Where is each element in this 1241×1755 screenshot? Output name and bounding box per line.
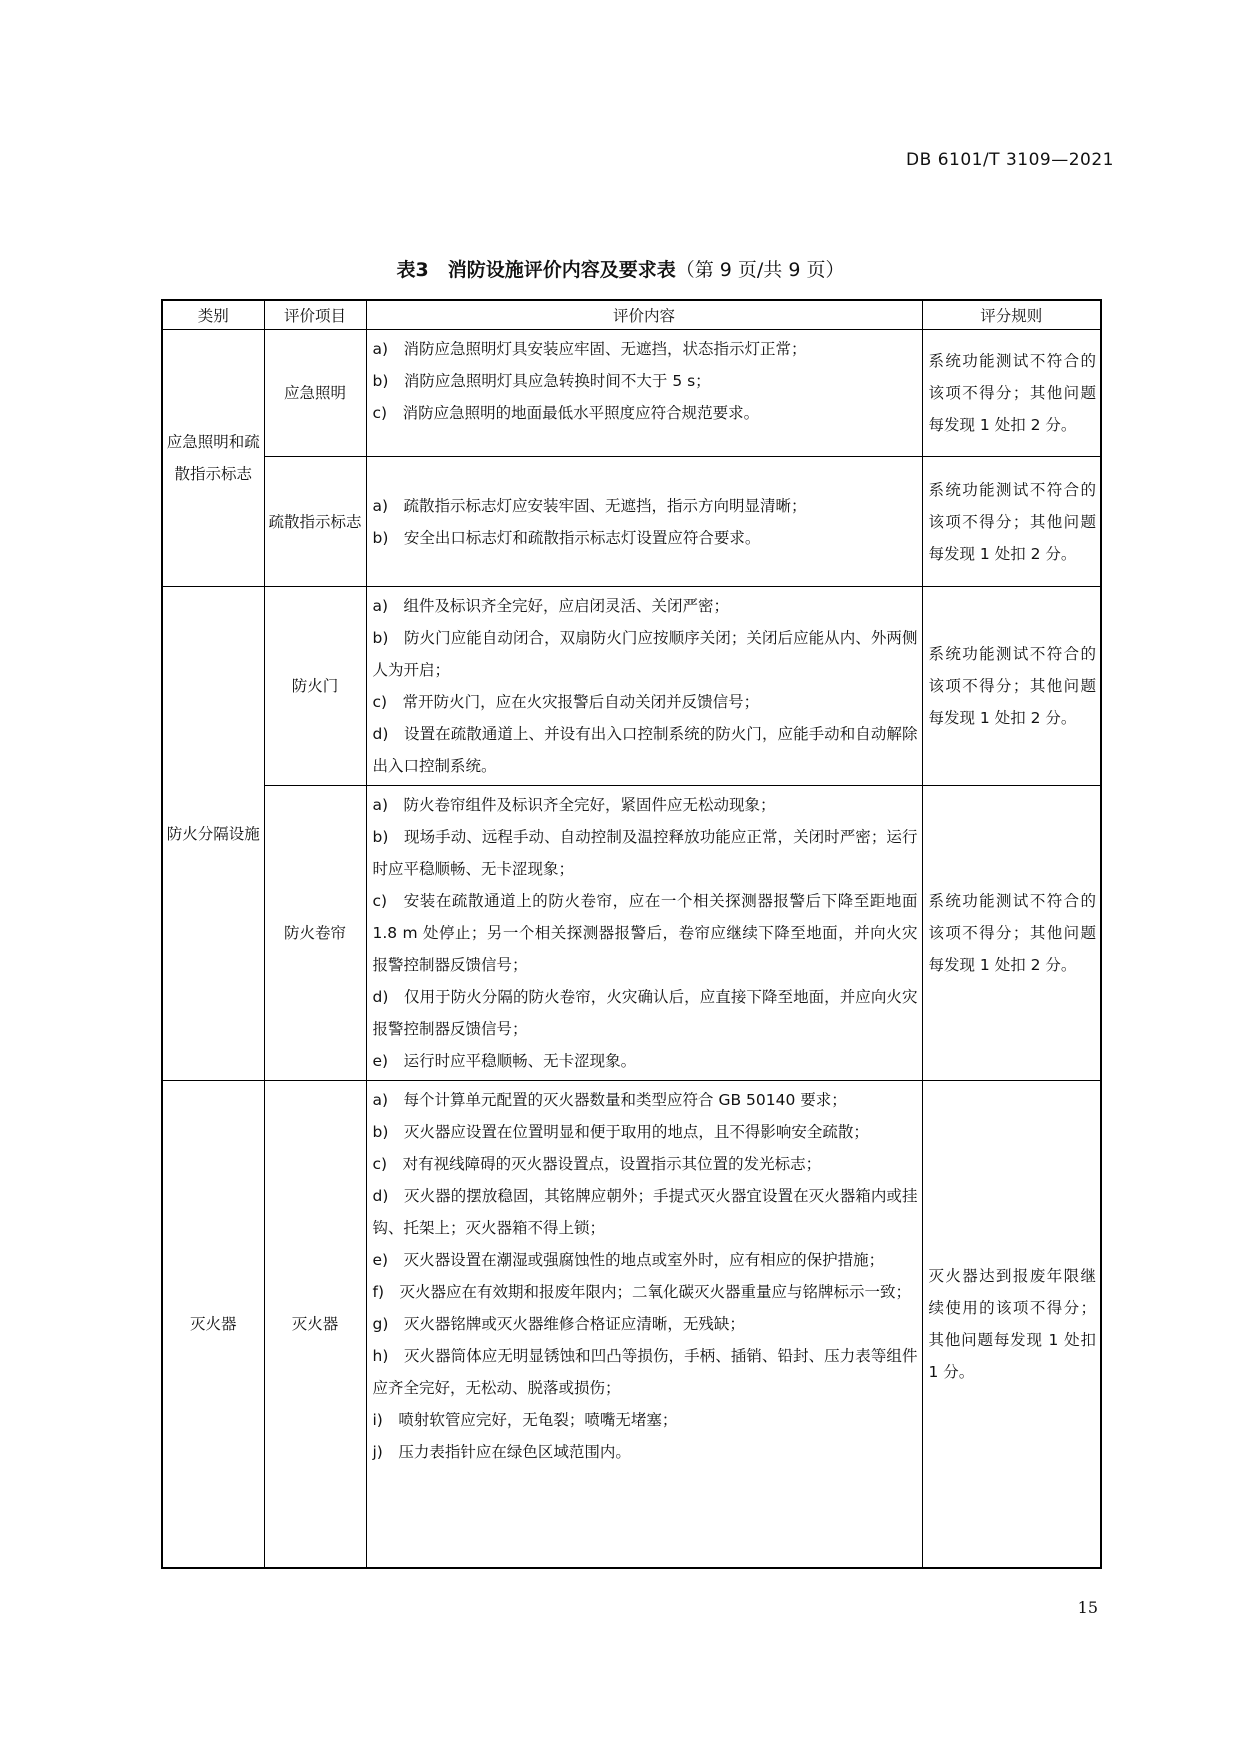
category-cell: 防火分隔设施 bbox=[162, 587, 264, 1081]
item-cell: 应急照明 bbox=[264, 330, 366, 457]
content-line: g) 灭火器铭牌或灭火器维修合格证应清晰，无残缺； bbox=[372, 1315, 745, 1333]
content-line: j) 压力表指针应在绿色区域范围内。 bbox=[372, 1443, 631, 1461]
content-line: b) 灭火器应设置在位置明显和便于取用的地点，且不得影响安全疏散； bbox=[372, 1123, 869, 1141]
category-cell: 应急照明和疏散指示标志 bbox=[162, 330, 264, 587]
content-line: a) 每个计算单元配置的灭火器数量和类型应符合 GB 50140 要求； bbox=[372, 1091, 847, 1109]
content-line: a) 消防应急照明灯具安装应牢固、无遮挡，状态指示灯正常； bbox=[372, 340, 807, 358]
content-line: f) 灭火器应在有效期和报废年限内；二氧化碳灭火器重量应与铭牌标示一致； bbox=[372, 1283, 912, 1301]
content-line: c) 常开防火门，应在火灾报警后自动关闭并反馈信号； bbox=[372, 693, 760, 711]
table-row bbox=[162, 1081, 1101, 1568]
content-line: a) 组件及标识齐全完好，应启闭灵活、关闭严密； bbox=[372, 597, 730, 615]
rule-cell: 系统功能测试不符合的该项不得分；其他问题每发现 1 处扣 2 分。 bbox=[922, 330, 1101, 457]
content-cell bbox=[366, 457, 922, 587]
content-line: c) 对有视线障碍的灭火器设置点，设置指示其位置的发光标志； bbox=[372, 1155, 822, 1173]
content-line: i) 喷射软管应完好，无龟裂；喷嘴无堵塞； bbox=[372, 1411, 678, 1429]
content-line: d) 设置在疏散通道上、并设有出入口控制系统的防火门，应能手动和自动解除出入口控制系统。 bbox=[372, 725, 918, 775]
category-cell: 灭火器 bbox=[162, 1081, 264, 1568]
content-line: c) 安装在疏散通道上的防火卷帘，应在一个相关探测器报警后下降至距地面 1.8 m 处停止；另一个相关探测器报警后，卷帘应继续下降至地面，并向火灾报警控制器反馈信号； bbox=[372, 892, 918, 974]
table-row bbox=[162, 786, 1101, 1081]
rule-cell: 系统功能测试不符合的该项不得分；其他问题每发现 1 处扣 2 分。 bbox=[922, 457, 1101, 587]
column-header-category: 类别 bbox=[162, 300, 264, 330]
item-cell: 灭火器 bbox=[264, 1081, 366, 1568]
content-line: h) 灭火器筒体应无明显锈蚀和凹凸等损伤，手柄、插销、铅封、压力表等组件应齐全完好，无松动、脱落或损伤； bbox=[372, 1347, 918, 1397]
content-line: b) 安全出口标志灯和疏散指示标志灯设置应符合要求。 bbox=[372, 528, 761, 547]
table-row bbox=[162, 457, 1101, 587]
item-cell: 防火门 bbox=[264, 587, 366, 786]
content-line: b) 防火门应能自动闭合，双扇防火门应按顺序关闭；关闭后应能从内、外两侧人为开启； bbox=[372, 629, 918, 679]
content-line: e) 灭火器设置在潮湿或强腐蚀性的地点或室外时，应有相应的保护措施； bbox=[372, 1251, 885, 1269]
column-header-item: 评价项目 bbox=[264, 300, 366, 330]
content-cell bbox=[366, 1081, 922, 1568]
evaluation-table bbox=[161, 299, 1102, 1569]
column-header-content: 评价内容 bbox=[366, 300, 922, 330]
content-line: a) 防火卷帘组件及标识齐全完好，紧固件应无松动现象； bbox=[372, 796, 776, 814]
table-page-note: （第 9 页/共 9 页） bbox=[675, 259, 845, 281]
content-line: e) 运行时应平稳顺畅、无卡涩现象。 bbox=[372, 1052, 637, 1070]
page-number: 15 bbox=[1077, 1598, 1098, 1617]
item-cell: 疏散指示标志 bbox=[264, 457, 366, 587]
table-row bbox=[162, 587, 1101, 786]
table-header-row bbox=[162, 300, 1101, 330]
content-line: b) 现场手动、远程手动、自动控制及温控释放功能应正常，关闭时严密；运行时应平稳顺畅、无卡涩现象； bbox=[372, 828, 918, 878]
item-cell: 防火卷帘 bbox=[264, 786, 366, 1081]
column-header-rule: 评分规则 bbox=[922, 300, 1101, 330]
content-line: d) 仅用于防火分隔的防火卷帘，火灾确认后，应直接下降至地面，并应向火灾报警控制器反馈信号； bbox=[372, 988, 918, 1038]
table-row bbox=[162, 330, 1101, 457]
table-title bbox=[0, 255, 1241, 282]
content-line: b) 消防应急照明灯具应急转换时间不大于 5 s； bbox=[372, 372, 711, 390]
standard-code: DB 6101/T 3109—2021 bbox=[906, 150, 1114, 170]
content-line: a) 疏散指示标志灯应安装牢固、无遮挡，指示方向明显清晰； bbox=[372, 496, 807, 515]
rule-cell: 灭火器达到报废年限继续使用的该项不得分；其他问题每发现 1 处扣 1 分。 bbox=[922, 1081, 1101, 1568]
rule-cell: 系统功能测试不符合的该项不得分；其他问题每发现 1 处扣 2 分。 bbox=[922, 587, 1101, 786]
rule-cell: 系统功能测试不符合的该项不得分；其他问题每发现 1 处扣 2 分。 bbox=[922, 786, 1101, 1081]
content-cell bbox=[366, 786, 922, 1081]
content-line: d) 灭火器的摆放稳固，其铭牌应朝外；手提式灭火器宜设置在灭火器箱内或挂钩、托架上；灭火器箱不得上锁； bbox=[372, 1187, 918, 1237]
content-cell bbox=[366, 330, 922, 457]
content-line: c) 消防应急照明的地面最低水平照度应符合规范要求。 bbox=[372, 404, 760, 422]
table-title-text: 表3 消防设施评价内容及要求表 bbox=[396, 259, 676, 281]
content-cell bbox=[366, 587, 922, 786]
